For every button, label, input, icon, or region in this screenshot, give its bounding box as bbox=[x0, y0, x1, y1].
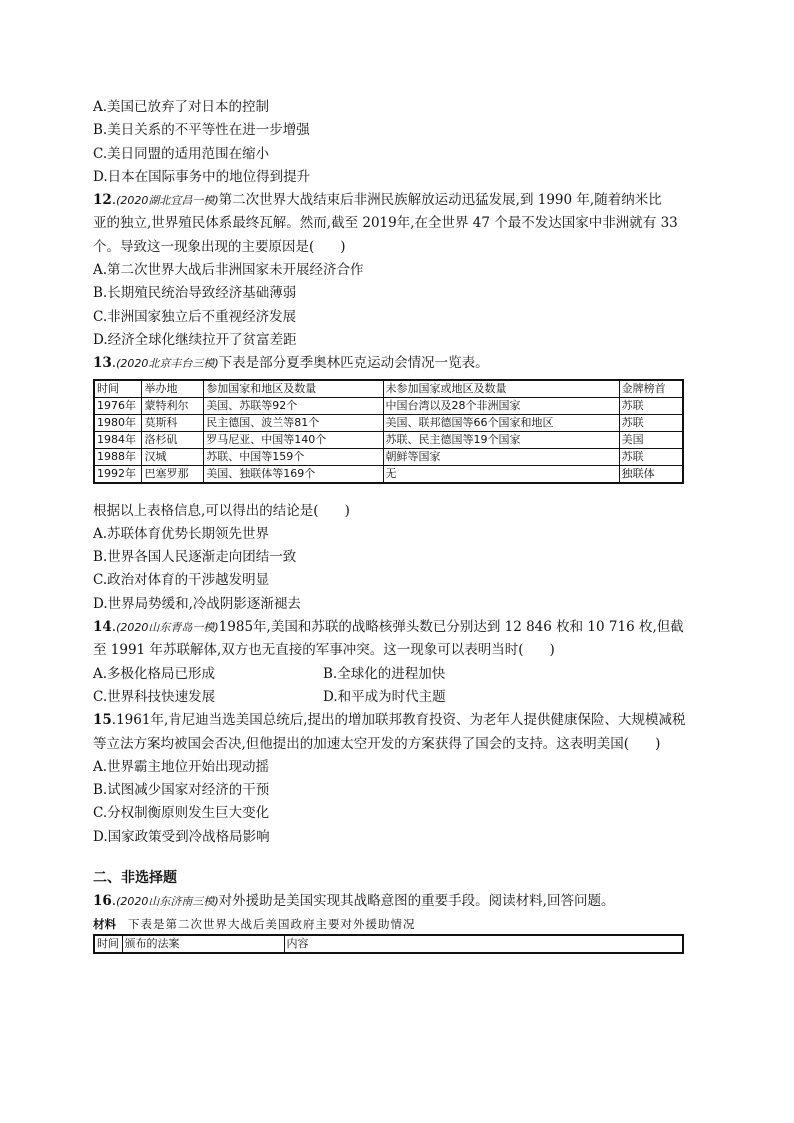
q15-option-c: C.分权制衡原则发生巨大变化 bbox=[93, 805, 270, 822]
q15-option-b: B.试图减少国家对经济的干预 bbox=[93, 782, 270, 799]
q13-intro: 下表是部分夏季奥林匹克运动会情况一览表。 bbox=[218, 355, 489, 372]
table-cell: 美国、苏联等92个 bbox=[204, 397, 383, 414]
q14-source: (2020山东青岛一模) bbox=[116, 621, 219, 635]
q11-option-d: D.日本在国际事务中的地位得到提升 bbox=[93, 168, 311, 185]
q13-option-d: D.世界局势缓和,冷战阴影逐渐褪去 bbox=[93, 595, 301, 612]
table-cell: 蒙特利尔 bbox=[142, 397, 204, 414]
q12-stem-line-2: 亚的独立,世界殖民体系最终瓦解。然而,截至 2019年,在全世界 47 个最不发达国家中非洲就有 33 bbox=[93, 215, 678, 232]
table-cell: 汉城 bbox=[142, 448, 204, 465]
table-header-cell: 内容 bbox=[284, 935, 683, 953]
table-cell: 莫斯科 bbox=[142, 414, 204, 431]
exam-page bbox=[93, 96, 693, 954]
aid-table bbox=[93, 934, 684, 954]
q16-material bbox=[93, 914, 693, 934]
q16-dot: . bbox=[111, 893, 117, 910]
q12-stem-line-3 bbox=[93, 236, 693, 259]
table-cell: 苏联 bbox=[619, 448, 683, 465]
q14-option-c: C.世界科技快速发展 bbox=[93, 688, 216, 705]
q13-source: (2020北京丰台三模) bbox=[116, 357, 219, 371]
q12-question-end: ) bbox=[340, 238, 346, 255]
table-cell: 朝鲜等国家 bbox=[383, 448, 619, 465]
table-header-cell: 金牌榜首 bbox=[619, 380, 683, 398]
q14-options-row-2 bbox=[93, 686, 693, 709]
q15-number: 15 bbox=[93, 712, 112, 729]
table-cell: 罗马尼亚、中国等140个 bbox=[204, 431, 383, 448]
table-row bbox=[94, 431, 683, 448]
q13-dot: . bbox=[111, 355, 117, 372]
q14-stem-line-2 bbox=[93, 639, 693, 662]
table-cell: 1976年 bbox=[94, 397, 142, 414]
olympics-table bbox=[93, 379, 684, 484]
table-cell: 1980年 bbox=[94, 414, 142, 431]
q12-question: 个。导致这一现象出现的主要原因是( bbox=[93, 238, 315, 255]
material-caption: 下表是第二次世界大战后美国政府主要对外援助情况 bbox=[128, 916, 416, 931]
table-header-cell: 时间 bbox=[94, 935, 122, 953]
table-header-row bbox=[94, 935, 683, 953]
q15-text-2: 等立法方案均被国会否决,但他提出的加速太空开发的方案获得了国会的支持。这表明美国( bbox=[93, 735, 630, 752]
table-cell: 洛杉矶 bbox=[142, 431, 204, 448]
q15-stem-line-2 bbox=[93, 733, 693, 756]
table-header-cell: 参加国家和地区及数量 bbox=[204, 380, 383, 398]
table-row bbox=[94, 414, 683, 431]
q14-text-1: 1985年,美国和苏联的战略核弹头数已分别达到 12 846 枚和 10 716 枚,但截 bbox=[218, 619, 684, 636]
table-cell: 中国台湾以及28个非洲国家 bbox=[383, 397, 619, 414]
q15-stem-line-1 bbox=[93, 709, 693, 732]
q14-option-d: D.和平成为时代主题 bbox=[323, 688, 446, 705]
q14-dot: . bbox=[111, 619, 117, 636]
q12-source: (2020湖北宜昌一模) bbox=[116, 194, 219, 208]
table-cell: 独联体 bbox=[619, 465, 683, 483]
q13-question bbox=[93, 500, 693, 523]
table-cell: 1984年 bbox=[94, 431, 142, 448]
q12-option-d: D.经济全球化继续拉开了贫富差距 bbox=[93, 331, 297, 348]
q15-dot: . bbox=[111, 712, 117, 729]
q11-option-a: A.美国已放弃了对日本的控制 bbox=[93, 99, 270, 115]
q12-option-b: B.长期殖民统治导致经济基础薄弱 bbox=[93, 285, 297, 302]
q14-question-end: ) bbox=[549, 642, 555, 659]
q12-dot: . bbox=[111, 192, 117, 209]
q15-question-end: ) bbox=[655, 735, 661, 752]
table-cell: 美国、独联体等169个 bbox=[204, 465, 383, 483]
q14-number: 14 bbox=[93, 619, 112, 636]
q15-option-d: D.国家政策受到冷战格局影响 bbox=[93, 828, 270, 845]
table-cell: 苏联 bbox=[619, 414, 683, 431]
table-row bbox=[94, 397, 683, 414]
q11-option-b: B.美日关系的不平等性在进一步增强 bbox=[93, 122, 310, 139]
table-cell: 巴塞罗那 bbox=[142, 465, 204, 483]
q12-option-c: C.非洲国家独立后不重视经济发展 bbox=[93, 308, 297, 325]
q14-option-b: B.全球化的进程加快 bbox=[323, 665, 446, 682]
q12-text-1: 第二次世界大战结束后非洲民族解放运动迅猛发展,到 1990 年,随着纳米比 bbox=[218, 192, 662, 209]
table-header-cell: 举办地 bbox=[142, 380, 204, 398]
table-cell: 1988年 bbox=[94, 448, 142, 465]
q12-number: 12 bbox=[93, 192, 112, 209]
table-row bbox=[94, 465, 683, 483]
q13-stem bbox=[93, 352, 693, 375]
q12-option-a: A.第二次世界大战后非洲国家未开展经济合作 bbox=[93, 262, 364, 279]
q14-options-row-1 bbox=[93, 663, 693, 686]
table-cell: 美国 bbox=[619, 431, 683, 448]
table-cell: 无 bbox=[383, 465, 619, 483]
q16-source: (2020山东济南三模) bbox=[116, 895, 219, 909]
q13-question-end: ) bbox=[344, 502, 350, 519]
q15-option-a: A.世界霸主地位开始出现动摇 bbox=[93, 758, 270, 775]
q11-option-c: C.美日同盟的适用范围在缩小 bbox=[93, 145, 270, 162]
table-cell: 美国、联邦德国等66个国家和地区 bbox=[383, 414, 619, 431]
table-cell: 苏联、民主德国等19个国家 bbox=[383, 431, 619, 448]
q14-text-2: 至 1991 年苏联解体,双方也无直接的军事冲突。这一现象可以表明当时( bbox=[93, 642, 524, 659]
q14-option-a: A.多极化格局已形成 bbox=[93, 665, 216, 682]
table-header-cell: 时间 bbox=[94, 380, 142, 398]
q13-option-a: A.苏联体育优势长期领先世界 bbox=[93, 525, 270, 542]
table-cell: 1992年 bbox=[94, 465, 142, 483]
table-cell: 苏联 bbox=[619, 397, 683, 414]
q16-number: 16 bbox=[93, 893, 112, 910]
table-header-row bbox=[94, 380, 683, 398]
q13-option-c: C.政治对体育的干涉越发明显 bbox=[93, 572, 270, 589]
q15-text-1: 1961年,肯尼迪当选美国总统后,提出的增加联邦教育投资、为老年人提供健康保险、大规模减税 bbox=[116, 712, 686, 729]
table-cell: 苏联、中国等159个 bbox=[204, 448, 383, 465]
q13-option-b: B.世界各国人民逐渐走向团结一致 bbox=[93, 549, 297, 566]
q16-intro: 对外援助是美国实现其战略意图的重要手段。阅读材料,回答问题。 bbox=[218, 893, 615, 910]
q16-stem bbox=[93, 890, 693, 913]
table-row bbox=[94, 448, 683, 465]
material-label: 材料 bbox=[93, 916, 116, 931]
table-header-cell: 颁布的法案 bbox=[122, 935, 284, 953]
q13-number: 13 bbox=[93, 355, 112, 372]
table-cell: 民主德国、波兰等81个 bbox=[204, 414, 383, 431]
table-header-cell: 未参加国家或地区及数量 bbox=[383, 380, 619, 398]
q13-question-text: 根据以上表格信息,可以得出的结论是( bbox=[93, 502, 319, 519]
q12-stem-line-1 bbox=[93, 189, 693, 212]
q14-stem-line-1 bbox=[93, 616, 693, 639]
section-title: 二、非选择题 bbox=[93, 870, 177, 887]
